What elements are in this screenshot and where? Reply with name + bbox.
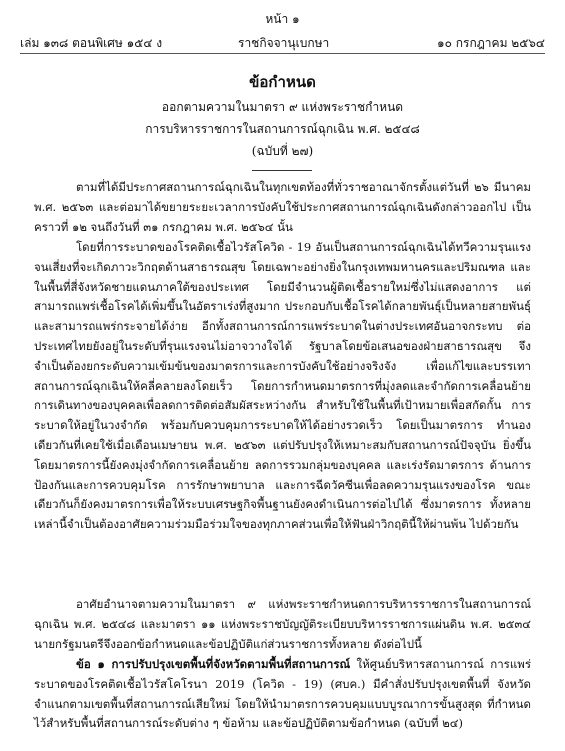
paragraph-rationale bbox=[34, 238, 531, 535]
clause-body: ให้ศูนย์บริหารสถานการณ์ การแพร่ระบาดของโรคติดเชื้อไวรัสโคโรนา 2019 (โควิด - 19) (ศบค.) มีคำสั่งปรับปรุงเขตพื้นที่ จังหวัดจำแนกตามเขตพื้นที่สถานการณ์เสียใหม่ โดยให้นำมาตรการควบคุมแบบบูรณาการขั้นสูงสุด ที่กำหนดไว้สำหรับพื้นที่สถานการณ์ระดับต่าง ๆ ข้อห้าม และข้อปฏิบัติตามข้อกำหนด (ฉบับที่ ๒๔) bbox=[34, 657, 531, 731]
paragraph-authority bbox=[34, 595, 531, 654]
subtitle-line-3: (ฉบับที่ ๒๗) bbox=[251, 144, 314, 158]
subtitle-line-1: ออกตามความในมาตรา ๙ แห่งพระราชกำหนด bbox=[161, 100, 404, 114]
gazette-name: ราชกิจจานุเบกษา bbox=[238, 36, 330, 50]
document-title: ข้อกำหนด bbox=[249, 73, 316, 91]
paragraph-preamble bbox=[34, 178, 531, 237]
title-divider bbox=[252, 170, 312, 171]
publication-date: ๑๐ กรกฎาคม ๒๕๖๔ bbox=[437, 36, 545, 50]
page-number: หน้า ๑ bbox=[265, 12, 300, 26]
clause-text bbox=[34, 655, 531, 734]
subtitle-line-2: การบริหารราชการในสถานการณ์ฉุกเฉิน พ.ศ. ๒๕๔๘ bbox=[145, 122, 420, 136]
volume-issue: เล่ม ๑๓๘ ตอนพิเศษ ๑๕๔ ง bbox=[20, 36, 163, 50]
header-rule bbox=[20, 53, 545, 54]
paragraph-text: อาศัยอำนาจตามความในมาตรา ๙ แห่งพระราชกำหนดการบริหารราชการในสถานการณ์ฉุกเฉิน พ.ศ. ๒๕๔๘ และมาตรา ๑๑ แห่งพระราชบัญญัติระเบียบบริหารราชการแผ่นดิน พ.ศ. ๒๕๓๔ นายกรัฐมนตรีจึงออกข้อกำหนดและข้อปฏิบัติแก่ส่วนราชการทั้งหลาย ดังต่อไปนี้ bbox=[34, 597, 531, 651]
paragraph-text: ตามที่ได้มีประกาศสถานการณ์ฉุกเฉินในทุกเขตท้องที่ทั่วราชอาณาจักรตั้งแต่วันที่ ๒๖ มีนาคม พ.ศ. ๒๕๖๓ และต่อมาได้ขยายระยะเวลาการบังคับใช้ประกาศสถานการณ์ฉุกเฉินดังกล่าวออกไป เป็นคราวที่ ๑๒ จนถึงวันที่ ๓๑ กรกฎาคม พ.ศ. ๒๕๖๔ นั้น bbox=[34, 180, 531, 234]
gazette-header bbox=[20, 34, 545, 50]
clause-heading: ข้อ ๑ การปรับปรุงเขตพื้นที่จังหวัดตามพื้นที่สถานการณ์ bbox=[76, 657, 351, 671]
clause-1 bbox=[34, 655, 531, 734]
paragraph-text: โดยที่การระบาดของโรคติดเชื้อไวรัสโควิด - 19 อันเป็นสถานการณ์ฉุกเฉินได้ทวีความรุนแรง จนเสี่ยงที่จะเกิดภาวะวิกฤตด้านสาธารณสุข โดยเฉพาะอย่างยิ่งในกรุงเทพมหานครและปริมณฑล และในพื้นที่สี่จังหวัดชายแดนภาคใต้ของประเทศ โดยมีจำนวนผู้ติดเชื้อรายใหม่ซึ่งไม่แสดงอาการ แต่สามารถแพร่เชื้อโรคได้เพิ่มขึ้นในอัตราเร่งที่สูงมาก ประกอบกับเชื้อโรคได้กลายพันธุ์เป็นหลายสายพันธุ์ และสามารถแพร่กระจายได้ง่าย อีกทั้งสถานการณ์การแพร่ระบาดในต่างประเทศอันอาจกระทบ ต่อประเทศไทยยังอยู่ในระดับที่รุนแรงจนไม่อาจวางใจได้ รัฐบาลโดยข้อเสนอของฝ่ายสาธารณสุข จึงจำเป็นต้องยกระดับความเข้มข้นของมาตรการและการบังคับใช้อย่างจริงจัง เพื่อแก้ไขและบรรเทา สถานการณ์ฉุกเฉินให้คลี่คลายลงโดยเร็ว โดยการกำหนดมาตรการที่มุ่งลดและจำกัดการเคลื่อนย้าย การเดินทางของบุคคลเพื่อลดการติดต่อสัมผัสระหว่างกัน สำหรับใช้ในพื้นที่เป้าหมายเพื่อสกัดกั้น การระบาดให้อยู่ในวงจำกัด พร้อมกับควบคุมการระบาดให้ได้อย่างรวดเร็ว โดยเป็นมาตรการ ทำนองเดียวกันที่เคยใช้เมื่อเดือนเมษายน พ.ศ. ๒๕๖๓ แต่ปรับปรุงให้เหมาะสมกับสถานการณ์ปัจจุบัน ยิ่งขึ้น โดยมาตรการนี้ยังคงมุ่งจำกัดการเคลื่อนย้าย ลดการรวมกลุ่มของบุคคล และเร่งรัดมาตรการ ด้านการป้องกันและการควบคุมโรค การรักษาพยาบาล และการฉีดวัคซีนเพื่อลดความรุนแรงของโรค ขณะเดียวกันก็ยังคงมาตรการเพื่อให้ระบบเศรษฐกิจพื้นฐานยังคงดำเนินการต่อไปได้ ซึ่งมาตรการ ทั้งหลายเหล่านี้จำเป็นต้องอาศัยความร่วมมือร่วมใจของทุกภาคส่วนเพื่อให้ฟันฝ่าวิกฤตินี้ให้ผ่านพ้น ไปด้วยกัน bbox=[34, 240, 531, 532]
